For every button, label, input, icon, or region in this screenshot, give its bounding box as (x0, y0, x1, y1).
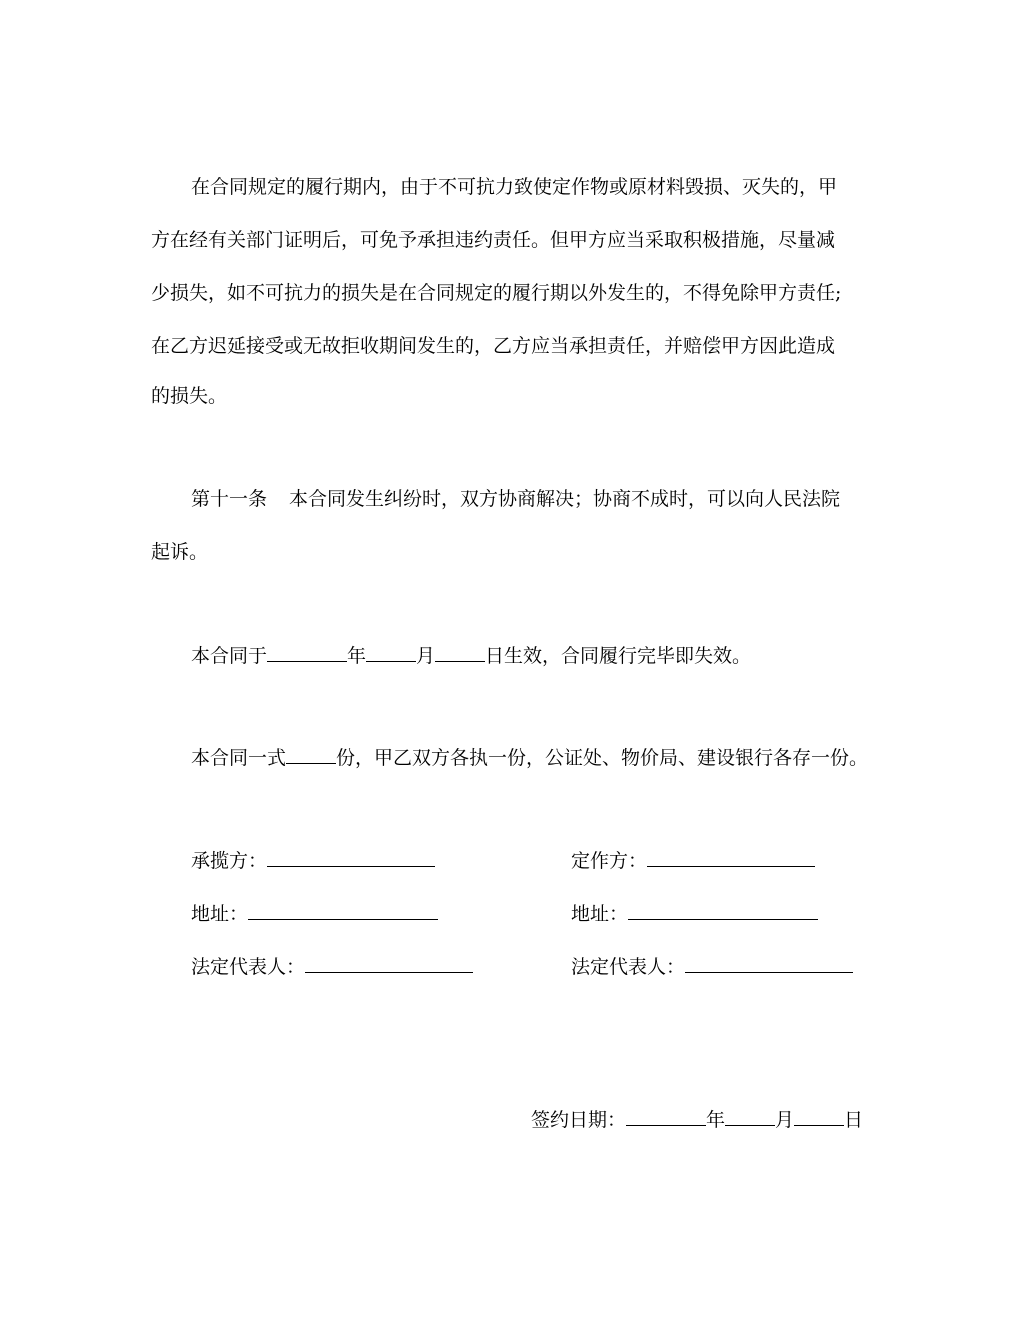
contractor-label: 承揽方： (191, 850, 268, 872)
client-line (571, 848, 815, 872)
copies-line (191, 745, 868, 769)
article-11-label: 第十一条 (191, 488, 268, 510)
effective-prefix: 本合同于 (191, 645, 268, 667)
rep-line-left (191, 954, 473, 978)
force-majeure-line-5: 的损失。 (151, 385, 228, 407)
client-blank[interactable] (647, 848, 815, 867)
copies-prefix: 本合同一式 (191, 747, 287, 769)
force-majeure-line-1: 在合同规定的履行期内，由于不可抗力致使定作物或原材料毁损、灭失的，甲 (191, 176, 838, 198)
effective-day-blank[interactable] (435, 643, 485, 662)
address-line-right (571, 901, 818, 925)
force-majeure-line-2: 方在经有关部门证明后，可免予承担违约责任。但甲方应当采取积极措施，尽量减 (151, 229, 836, 251)
address-blank-left[interactable] (248, 901, 438, 920)
signing-year-label: 年 (706, 1109, 726, 1131)
effective-suffix: 日生效，合同履行完毕即失效。 (485, 645, 752, 667)
effective-year-label: 年 (347, 645, 367, 667)
signing-year-blank[interactable] (626, 1107, 706, 1126)
address-blank-right[interactable] (628, 901, 818, 920)
article-11-line-1 (191, 487, 840, 511)
rep-blank-left[interactable] (305, 954, 473, 973)
signing-day-label: 日 (844, 1109, 864, 1131)
rep-line-right (571, 954, 853, 978)
effective-month-label: 月 (416, 645, 436, 667)
client-label: 定作方： (571, 850, 648, 872)
effective-date-line (191, 643, 751, 667)
rep-label-right: 法定代表人： (571, 956, 686, 978)
contractor-line (191, 848, 435, 872)
copies-suffix: 份，甲乙双方各执一份，公证处、物价局、建设银行各存一份。 (336, 747, 869, 769)
address-label-right: 地址： (571, 903, 629, 925)
rep-blank-right[interactable] (685, 954, 853, 973)
signing-month-blank[interactable] (725, 1107, 775, 1126)
contractor-blank[interactable] (267, 848, 435, 867)
address-line-left (191, 901, 438, 925)
signing-day-blank[interactable] (794, 1107, 844, 1126)
force-majeure-line-3: 少损失，如不可抗力的损失是在合同规定的履行期以外发生的，不得免除甲方责任; (151, 282, 842, 304)
copies-count-blank[interactable] (286, 745, 336, 764)
signing-label: 签约日期： (531, 1109, 627, 1131)
article-11-text: 本合同发生纠纷时，双方协商解决；协商不成时，可以向人民法院 (289, 488, 841, 510)
force-majeure-line-4: 在乙方迟延接受或无故拒收期间发生的，乙方应当承担责任，并赔偿甲方因此造成 (151, 335, 836, 357)
effective-year-blank[interactable] (267, 643, 347, 662)
signing-month-label: 月 (775, 1109, 795, 1131)
article-11-line-2: 起诉。 (151, 541, 209, 563)
effective-month-blank[interactable] (366, 643, 416, 662)
rep-label-left: 法定代表人： (191, 956, 306, 978)
address-label-left: 地址： (191, 903, 249, 925)
signing-date-line (531, 1107, 863, 1131)
